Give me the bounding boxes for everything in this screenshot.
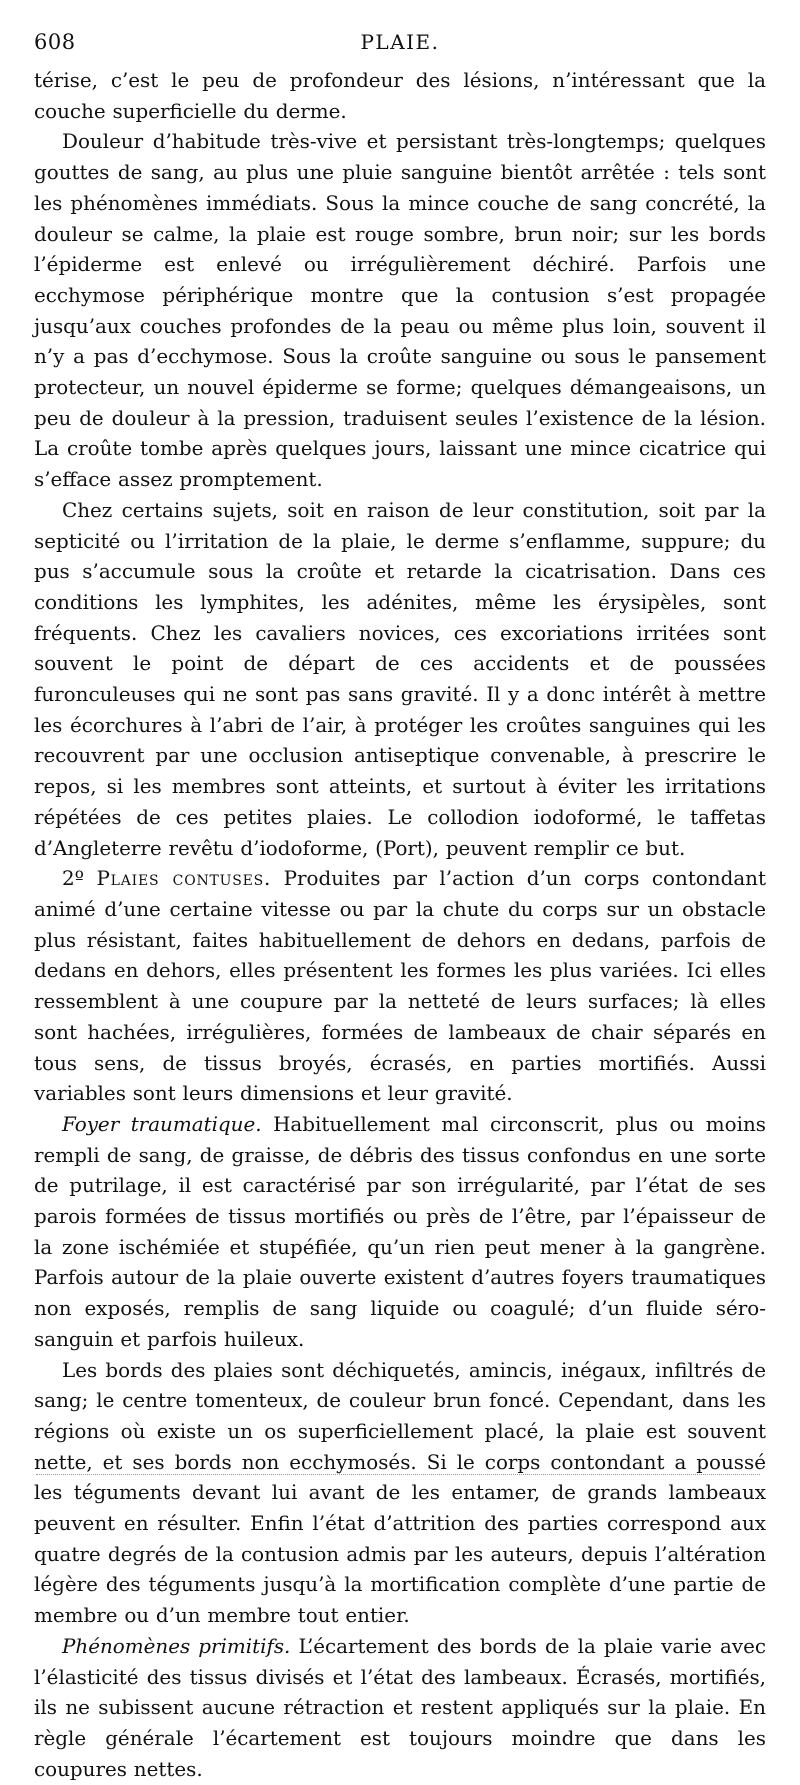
paragraph-phenomenes-primitifs xyxy=(34,1632,766,1785)
body-text xyxy=(34,66,766,1785)
bottom-rule xyxy=(36,1474,760,1475)
page-number: 608 xyxy=(34,30,76,54)
paragraph-bords xyxy=(34,1356,766,1632)
subsection-heading: Foyer traumatique. xyxy=(62,1112,262,1136)
paragraph-text: Douleur d’habitude très-vive et persistant très-longtemps; quelques gouttes de sang, au plus une pluie sanguine bientôt arrêtée : tels sont les phénomènes immédiats. Sous la mince couche de sang concrété, la douleur se calme, la plaie est rouge sombre, brun noir; sur les bords l’épiderme est enlevé ou irrégulièrement déchiré. Parfois une ecchymose périphérique montre que la contusion s’est propagée jusqu’aux couches profondes de la peau ou même plus loin, souvent il n’y a pas d’ecchymose. Sous la croûte sanguine ou sous le pansement protecteur, un nouvel épiderme se forme; quelques démangeaisons, un peu de douleur à la pression, traduisent seules l’existence de la lésion. La croûte tombe après quelques jours, laissant une mince cicatrice qui s’efface assez promptement. xyxy=(34,130,766,492)
paragraph-plaies-contuses xyxy=(34,864,766,1110)
paragraph-text: térise, c’est le peu de profondeur des lésions, n’intéressant que la couche superficielle du derme. xyxy=(34,69,766,123)
subsection-heading: Phénomènes primitifs. xyxy=(62,1634,291,1658)
section-number: 2º xyxy=(62,867,85,891)
paragraph-text: Produites par l’action d’un corps contondant animé d’une certaine vitesse ou par la chute du corps sur un obstacle plus résistant, faites habituellement de dehors en dedans, parfois de dedans en dehors, elles présentent les formes les plus variées. Ici elles ressemblent à une coupure par la netteté de leurs surfaces; là elles sont hachées, irrégulières, formées de lambeaux de chair séparés en tous sens, de tissus broyés, écrasés, en parties mortifiés. Aussi variables sont leurs dimensions et leur gravité. xyxy=(34,867,766,1106)
paragraph-text: Habituellement mal circonscrit, plus ou moins rempli de sang, de graisse, de débris des tissus confondus en une sorte de putrilage, il est caractérisé par son irrégularité, par l’état de ses parois formées de tissus mortifiés ou près de l’être, par l’épaisseur de la zone ischémiée et stupéfiée, qu’un rien peut mener à la gangrène. Parfois autour de la plaie ouverte existent d’autres foyers traumatiques non exposés, remplis de sang liquide ou coagulé; d’un fluide séro-sanguin et parfois huileux. xyxy=(34,1112,766,1351)
paragraph-continuation xyxy=(34,66,766,127)
paragraph-text: Les bords des plaies sont déchiquetés, amincis, inégaux, infiltrés de sang; le centre tomenteux, de couleur brun foncé. Cependant, dans les régions où existe un os superficiellement placé, la plaie est souvent nette, et ses bords non ecchymosés. Si le corps contondant a poussé les téguments devant lui avant de les entamer, de grands lambeaux peuvent en résulter. Enfin l’état d’attrition des parties correspond aux quatre degrés de la contusion admis par les auteurs, depuis l’altération légère des téguments jusqu’à la mortification complète d’une partie de membre ou d’un membre tout entier. xyxy=(34,1358,766,1628)
paragraph-symptoms xyxy=(34,127,766,495)
running-head xyxy=(34,30,766,60)
section-heading: Plaies contuses. xyxy=(96,867,272,891)
paragraph-complications xyxy=(34,496,766,864)
paragraph-text: L’écartement des bords de la plaie varie avec l’élasticité des tissus divisés et l’état des lambeaux. Écrasés, mortifiés, ils ne subissent aucune rétraction et restent appliqués sur la plaie. En règle générale l’écartement est toujours moindre que dans les coupures nettes. xyxy=(34,1634,766,1781)
paragraph-foyer-traumatique xyxy=(34,1110,766,1356)
paragraph-text: Chez certains sujets, soit en raison de leur constitution, soit par la septicité ou l’irritation de la plaie, le derme s’enflamme, suppure; du pus s’accumule sous la croûte et retarde la cicatrisation. Dans ces conditions les lymphites, les adénites, même les érysipèles, sont fréquents. Chez les cavaliers novices, ces excoriations irritées sont souvent le point de départ de ces accidents et de poussées furonculeuses qui ne sont pas sans gravité. Il y a donc intérêt à mettre les écorchures à l’abri de l’air, à protéger les croûtes sanguines qui les recouvrent par une occlusion antiseptique convenable, à prescrire le repos, si les membres sont atteints, et surtout à éviter les irritations répétées de ces petites plaies. Le collodion iodoformé, le taffetas d’Angleterre revêtu d’iodoforme, (Port), peuvent remplir ce but. xyxy=(34,498,766,860)
running-title: PLAIE. xyxy=(360,30,440,54)
